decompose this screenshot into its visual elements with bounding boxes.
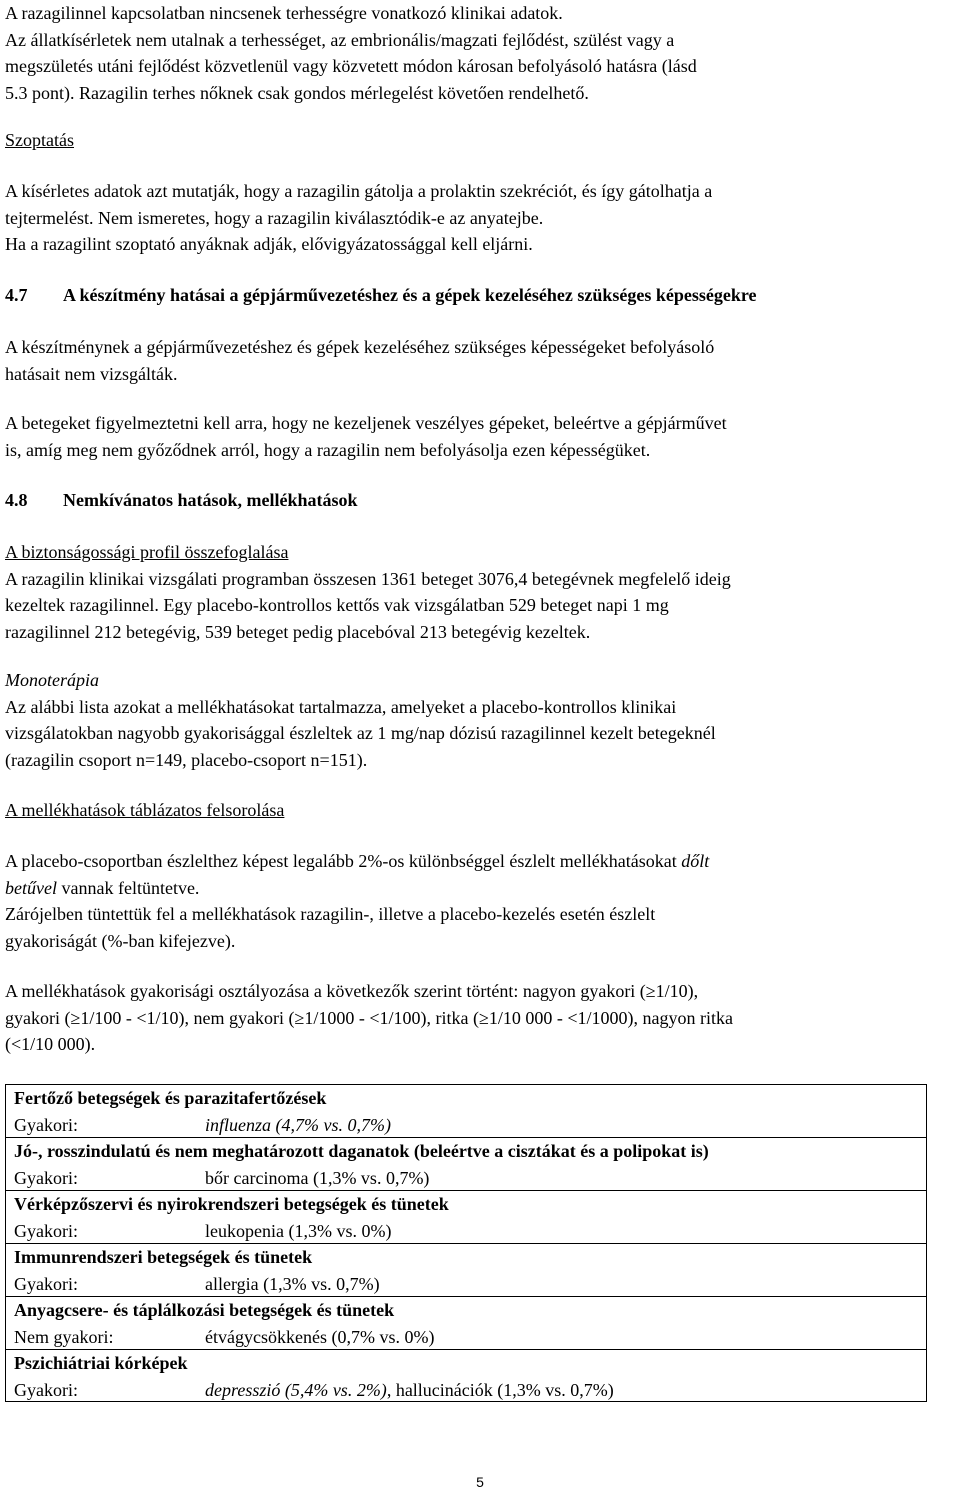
reaction-text: , hallucinációk (1,3% vs. 0,7%) (386, 1379, 614, 1400)
reaction-text: influenza (4,7% vs. 0,7%) (205, 1114, 391, 1135)
frequency-label: Gyakori: (14, 1379, 78, 1400)
monotherapy-paragraph (5, 667, 925, 773)
section-title: Nemkívánatos hatások, mellékhatások (63, 490, 358, 510)
text-line: megszületés utáni fejlődést közvetlenül vagy közvetett módon károsan befolyásoló hatásra (lásd (5, 56, 697, 76)
text-line: A razagilin klinikai vizsgálati programban összesen 1361 beteget 3076,4 betegévnek megfelelő ideig (5, 568, 731, 589)
section-number: 4.8 (5, 490, 28, 510)
soc-section (6, 1244, 926, 1297)
soc-title: Jó-, rosszindulatú és nem meghatározott daganatok (beleértve a cisztákat és a polipokat is) (14, 1141, 709, 1161)
reaction-text: depresszió (5,4% vs. 2%) (205, 1379, 387, 1400)
text-line: A betegeket figyelmeztetni kell arra, hogy ne kezeljenek veszélyes gépeket, beleértve a gépjárművet (5, 413, 727, 433)
soc-title: Anyagcsere- és táplálkozási betegségek és tünetek (14, 1300, 395, 1320)
section-number: 4.7 (5, 285, 28, 305)
frequency-label: Gyakori: (14, 1220, 78, 1241)
text-line: kezeltek razagilinnel. Egy placebo-kontrollos kettős vak vizsgálatban 529 beteget napi 1 mg (5, 595, 669, 615)
driving-paragraph-1 (5, 334, 925, 387)
tabulated-intro-paragraph (5, 848, 925, 954)
reaction-text: étvágycsökkenés (0,7% vs. 0%) (205, 1326, 435, 1347)
soc-title: Pszichiátriai kórképek (14, 1353, 188, 1373)
reaction-text: allergia (1,3% vs. 0,7%) (205, 1273, 380, 1294)
page-number: 5 (476, 1474, 484, 1490)
text-line: hatásait nem vizsgálták. (5, 363, 178, 384)
soc-section (6, 1191, 926, 1244)
safety-profile-paragraph (5, 539, 925, 645)
text-line: A mellékhatások gyakorisági osztályozása a következők szerint történt: nagyon gyakori (≥1/10), (5, 981, 699, 1001)
text-line: Zárójelben tüntettük fel a mellékhatások razagilin-, illetve a placebo-kezelés esetén észlelt (5, 904, 656, 924)
italic-word: dőlt (681, 851, 710, 871)
soc-title: Immunrendszeri betegségek és tünetek (14, 1247, 313, 1267)
section-title: A készítmény hatásai a gépjárművezetéshez és a gépek kezeléséhez szükséges képességekre (63, 285, 757, 305)
pregnancy-paragraph (5, 0, 925, 106)
reaction-row (14, 1112, 918, 1138)
text-line: A placebo-csoportban észlelthez képest legalább 2%-os különbséggel észlelt mellékhatásokat (5, 851, 682, 871)
soc-section (6, 1350, 926, 1403)
text-line: Az alábbi lista azokat a mellékhatásokat tartalmazza, amelyeket a placebo-kontrollos klinikai (5, 696, 677, 717)
reaction-row (14, 1377, 918, 1403)
text-line: 5.3 pont). Razagilin terhes nőknek csak gondos mérlegelést követően rendelhető. (5, 82, 589, 103)
frequency-label: Gyakori: (14, 1114, 78, 1135)
section-4-8-heading (5, 487, 925, 514)
text-line: A kísérletes adatok azt mutatják, hogy a razagilin gátolja a prolaktin szekréciót, és így gátolhatja a (5, 181, 713, 201)
tabulated-list-title: A mellékhatások táblázatos felsorolása (5, 800, 285, 820)
reaction-row (14, 1165, 918, 1191)
text-line: A készítménynek a gépjárművezetéshez és gépek kezeléséhez szükséges képességeket befolyásoló (5, 337, 715, 357)
adverse-reactions-table (5, 1084, 927, 1402)
driving-paragraph-2 (5, 410, 925, 463)
text-line: razagilinnel 212 betegévig, 539 beteget pedig placebóval 213 betegévig kezeltek. (5, 621, 591, 642)
text-line: Ha a razagilint szoptató anyáknak adják, elővigyázatossággal kell eljárni. (5, 234, 533, 254)
text-line: tejtermelést. Nem ismeretes, hogy a razagilin kiválasztódik-e az anyatejbe. (5, 207, 544, 228)
monotherapy-title: Monoterápia (5, 670, 99, 690)
reaction-text: bőr carcinoma (1,3% vs. 0,7%) (205, 1167, 430, 1188)
text-line: gyakoriságát (%-ban kifejezve). (5, 930, 236, 951)
frequency-label: Gyakori: (14, 1167, 78, 1188)
text-line: A razagilinnel kapcsolatban nincsenek terhességre vonatkozó klinikai adatok. (5, 3, 563, 23)
frequency-label: Gyakori: (14, 1273, 78, 1294)
text-line: (razagilin csoport n=149, placebo-csoport n=151). (5, 749, 368, 770)
breastfeeding-paragraph (5, 178, 925, 258)
text-line: (<1/10 000). (5, 1034, 96, 1054)
soc-section (6, 1138, 926, 1191)
frequency-label: Nem gyakori: (14, 1326, 114, 1347)
text-line: vannak feltüntetve. (56, 877, 200, 898)
frequency-paragraph (5, 978, 925, 1058)
text-line: gyakori (≥1/100 - <1/10), nem gyakori (≥1/1000 - <1/100), ritka (≥1/10 000 - <1/1000), nagyon ritka (5, 1007, 733, 1028)
reaction-row (14, 1324, 918, 1350)
text-line: vizsgálatokban nagyobb gyakorisággal észleltek az 1 mg/nap dózisú razagilinnel kezelt betegeknél (5, 723, 716, 743)
reaction-row (14, 1218, 918, 1244)
soc-section (6, 1085, 926, 1138)
soc-title: Vérképzőszervi és nyirokrendszeri betegségek és tünetek (14, 1194, 449, 1214)
reaction-row (14, 1271, 918, 1297)
section-4-7-heading (5, 282, 925, 309)
italic-word: betűvel (5, 877, 57, 898)
reaction-text: leukopenia (1,3% vs. 0%) (205, 1220, 392, 1241)
breastfeeding-title: Szoptatás (5, 130, 74, 150)
safety-profile-title: A biztonságossági profil összefoglalása (5, 542, 289, 562)
soc-title: Fertőző betegségek és parazitafertőzések (14, 1088, 327, 1108)
soc-section (6, 1297, 926, 1350)
text-line: is, amíg meg nem győződnek arról, hogy a razagilin nem befolyásolja ezen képességüket. (5, 439, 651, 460)
text-line: Az állatkísérletek nem utalnak a terhességet, az embrionális/magzati fejlődést, szülést vagy a (5, 29, 675, 50)
